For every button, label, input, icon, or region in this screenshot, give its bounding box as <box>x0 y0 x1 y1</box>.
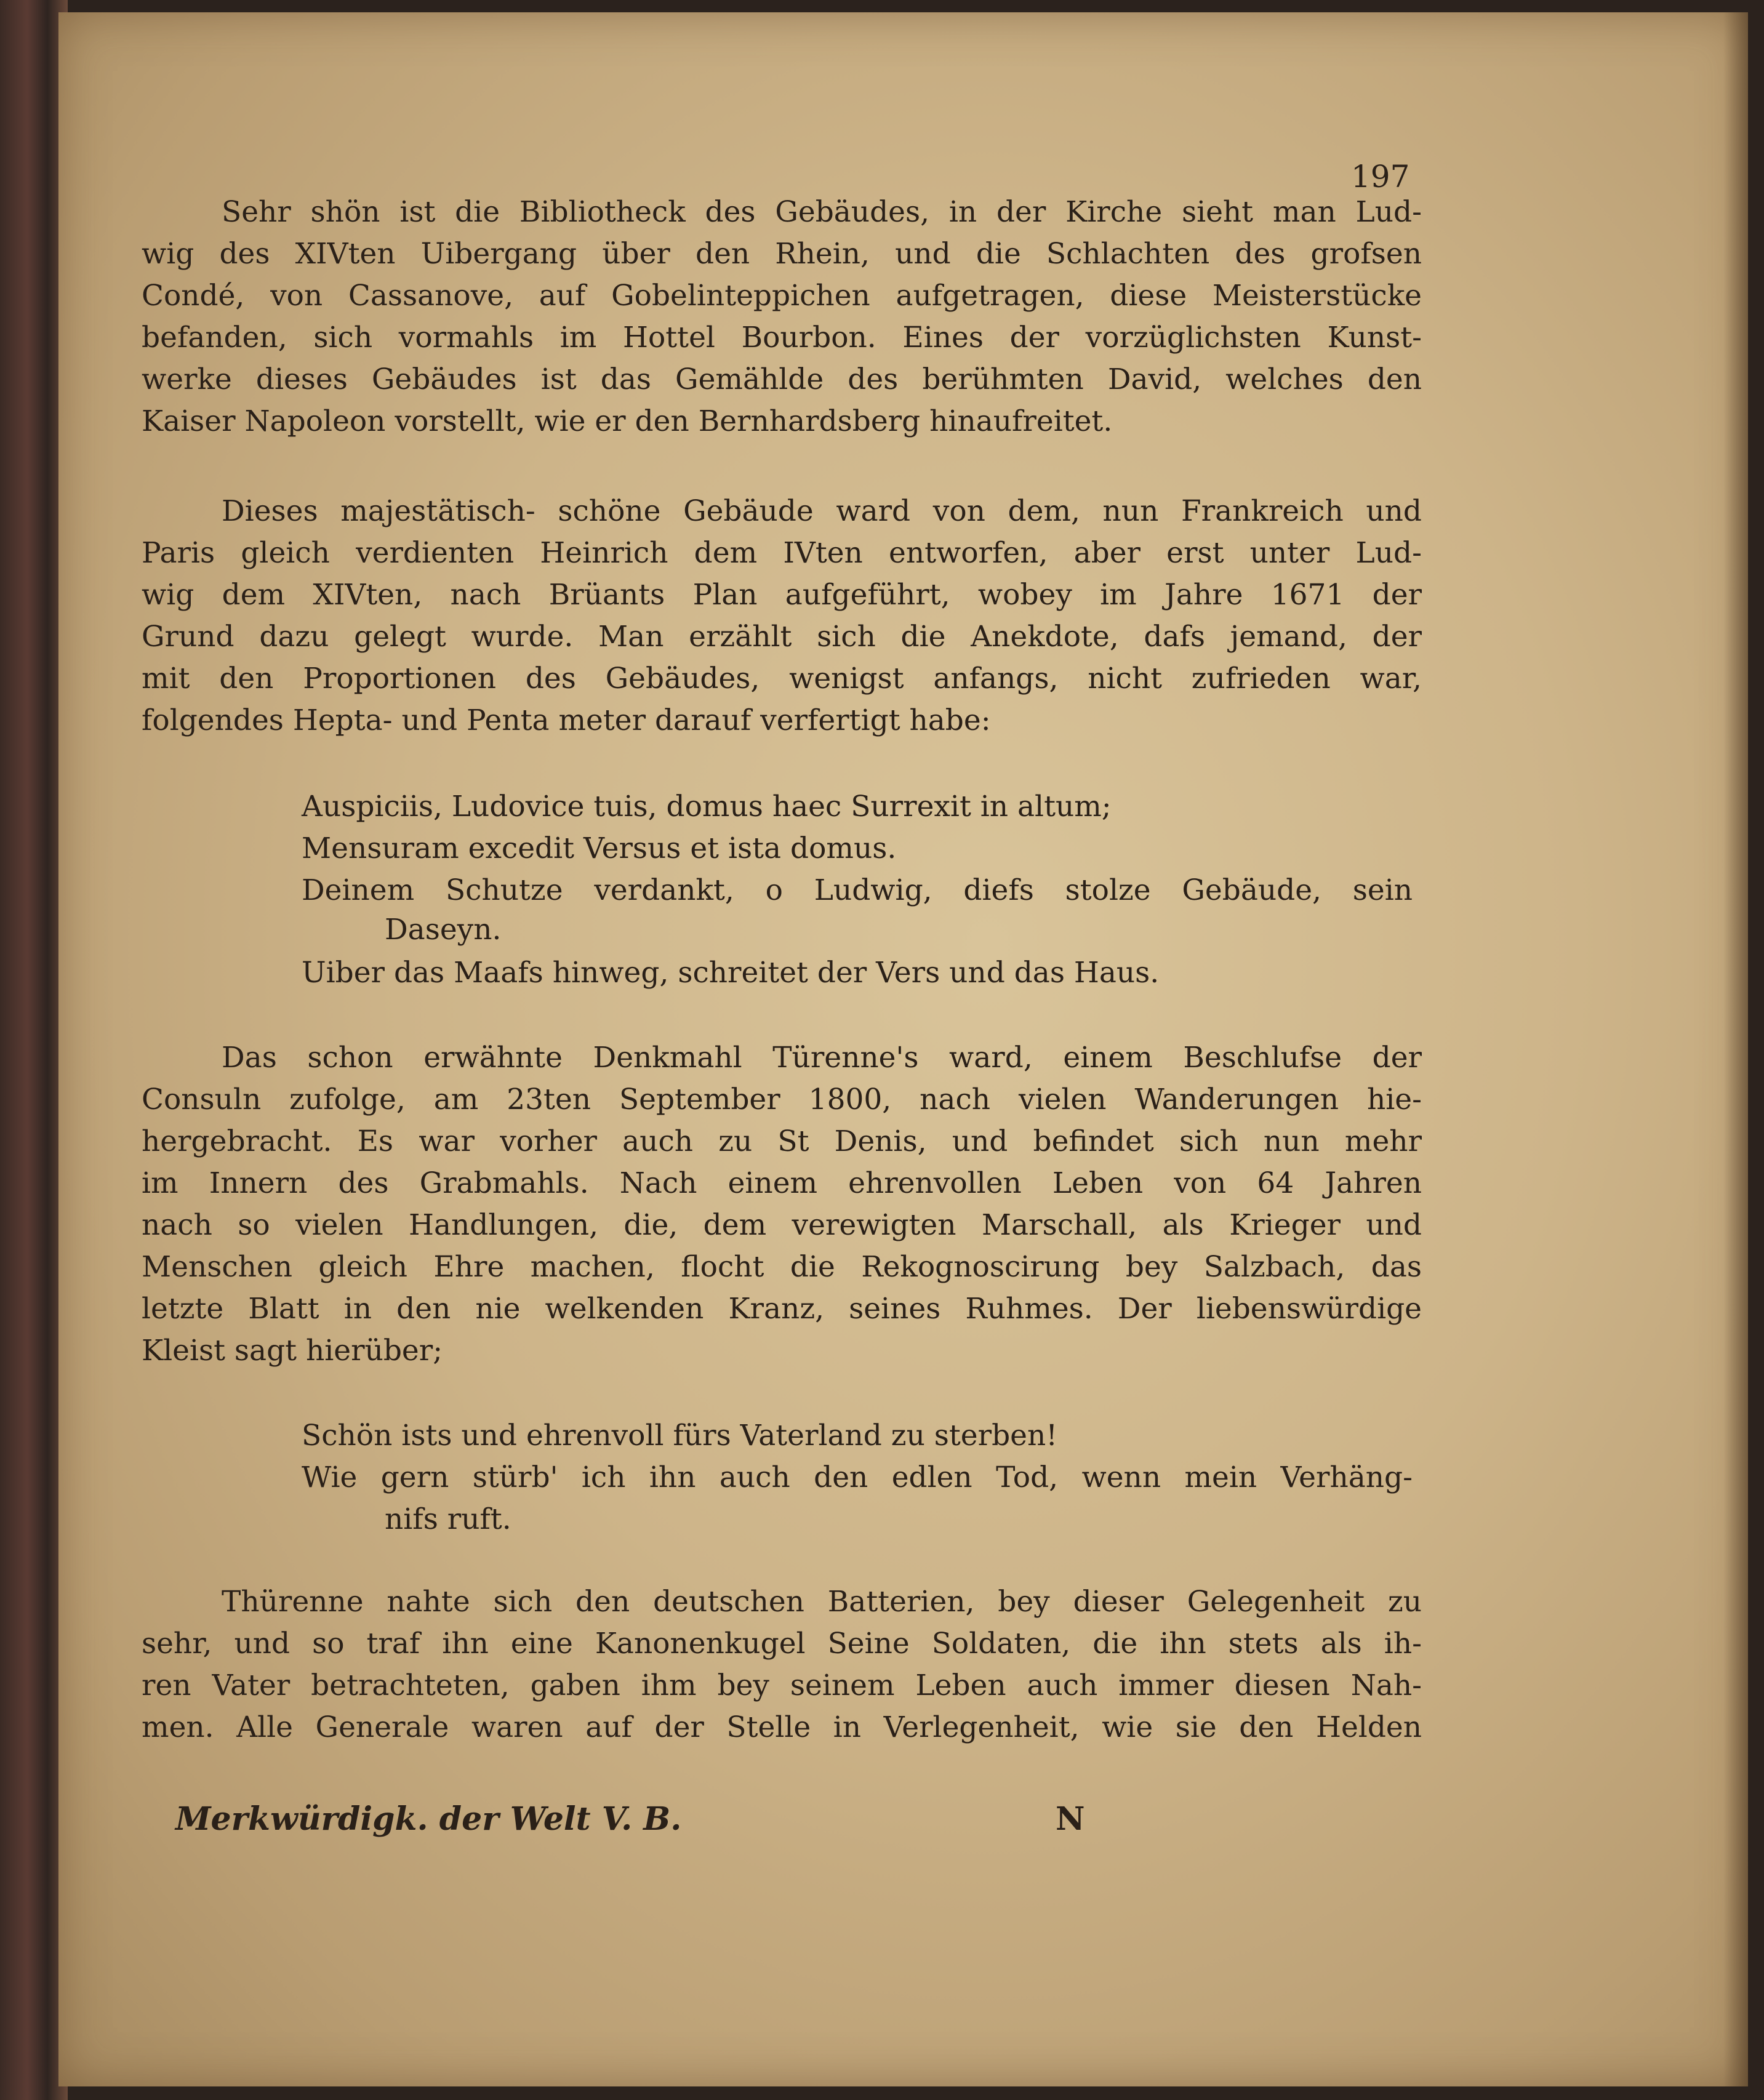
paragraph-4-line-3: ren Vater betrachteten, gaben ihm bey seinem Leben auch immer diesen Nah- <box>142 1669 1422 1702</box>
paragraph-4-line-2: sehr, und so traf ihn eine Kanonenkugel Seine Soldaten, die ihn stets als ih- <box>142 1627 1422 1661</box>
verse-1-line-4: Uiber das Maafs hinweg, schreitet der Vers und das Haus. <box>302 956 1160 990</box>
paragraph-2-line-5: mit den Proportionen des Gebäudes, wenigst anfangs, nicht zufrieden war, <box>142 662 1422 695</box>
paragraph-4-line-4: men. Alle Generale waren auf der Stelle in Verlegenheit, wie sie den Helden <box>142 1710 1422 1744</box>
paragraph-3-line-8: Kleist sagt hierüber; <box>142 1334 443 1368</box>
page-number: 197 <box>1351 159 1410 194</box>
verse-2-line-1: Schön ists und ehrenvoll fürs Vaterland zu sterben! <box>302 1419 1058 1453</box>
verse-1-line-1: Auspiciis, Ludovice tuis, domus haec Surrexit in altum; <box>302 790 1112 824</box>
footer-signature-mark: N <box>1056 1800 1085 1838</box>
paragraph-3-line-1: Das schon erwähnte Denkmahl Türenne's ward, einem Beschlufse der <box>222 1041 1422 1075</box>
paragraph-3-line-4: im Innern des Grabmahls. Nach einem ehrenvollen Leben von 64 Jahren <box>142 1166 1422 1200</box>
footer-book-title: Merkwürdigk. der Welt V. B. <box>175 1800 682 1838</box>
paragraph-2-line-3: wig dem XIVten, nach Brüants Plan aufgeführt, wobey im Jahre 1671 der <box>142 578 1422 612</box>
verse-1-line-3: Deinem Schutze verdankt, o Ludwig, diefs stolze Gebäude, sein <box>302 873 1413 907</box>
verse-2-line-2: Wie gern stürb' ich ihn auch den edlen Tod, wenn mein Verhäng- <box>302 1461 1413 1494</box>
paragraph-4-line-1: Thürenne nahte sich den deutschen Batterien, bey dieser Gelegenheit zu <box>222 1585 1422 1619</box>
paragraph-2-line-6: folgendes Hepta- und Penta meter darauf verfertigt habe: <box>142 703 991 737</box>
paragraph-3-line-3: hergebracht. Es war vorher auch zu St Denis, und befindet sich nun mehr <box>142 1124 1422 1158</box>
paragraph-1-line-6: Kaiser Napoleon vorstellt, wie er den Bernhardsberg hinaufreitet. <box>142 404 1113 438</box>
paragraph-2-line-2: Paris gleich verdienten Heinrich dem IVten entworfen, aber erst unter Lud- <box>142 536 1422 570</box>
verse-1-line-2: Mensuram excedit Versus et ista domus. <box>302 832 897 865</box>
verse-2-continuation: nifs ruft. <box>385 1502 511 1536</box>
paragraph-1-line-5: werke dieses Gebäudes ist das Gemählde des berühmten David, welches den <box>142 363 1422 396</box>
paragraph-1-line-1: Sehr shön ist die Bibliotheck des Gebäudes, in der Kirche sieht man Lud- <box>222 195 1422 229</box>
paragraph-3-line-2: Consuln zufolge, am 23ten September 1800, nach vielen Wanderungen hie- <box>142 1083 1422 1116</box>
verse-1-continuation: Daseyn. <box>385 913 502 947</box>
paragraph-1-line-2: wig des XIVten Uibergang über den Rhein, und die Schlachten des grofsen <box>142 237 1422 271</box>
paragraph-1-line-3: Condé, von Cassanove, auf Gobelinteppichen aufgetragen, diese Meisterstücke <box>142 279 1422 313</box>
paragraph-1-line-4: befanden, sich vormahls im Hottel Bourbon. Eines der vorzüglichsten Kunst- <box>142 321 1422 355</box>
paragraph-2-line-1: Dieses majestätisch- schöne Gebäude ward von dem, nun Frankreich und <box>222 494 1422 528</box>
paragraph-3-line-5: nach so vielen Handlungen, die, dem verewigten Marschall, als Krieger und <box>142 1208 1422 1242</box>
paragraph-3-line-7: letzte Blatt in den nie welkenden Kranz, seines Ruhmes. Der liebenswürdige <box>142 1292 1422 1326</box>
paragraph-2-line-4: Grund dazu gelegt wurde. Man erzählt sich die Anekdote, dafs jemand, der <box>142 620 1422 654</box>
paragraph-3-line-6: Menschen gleich Ehre machen, flocht die Rekognoscirung bey Salzbach, das <box>142 1250 1422 1284</box>
